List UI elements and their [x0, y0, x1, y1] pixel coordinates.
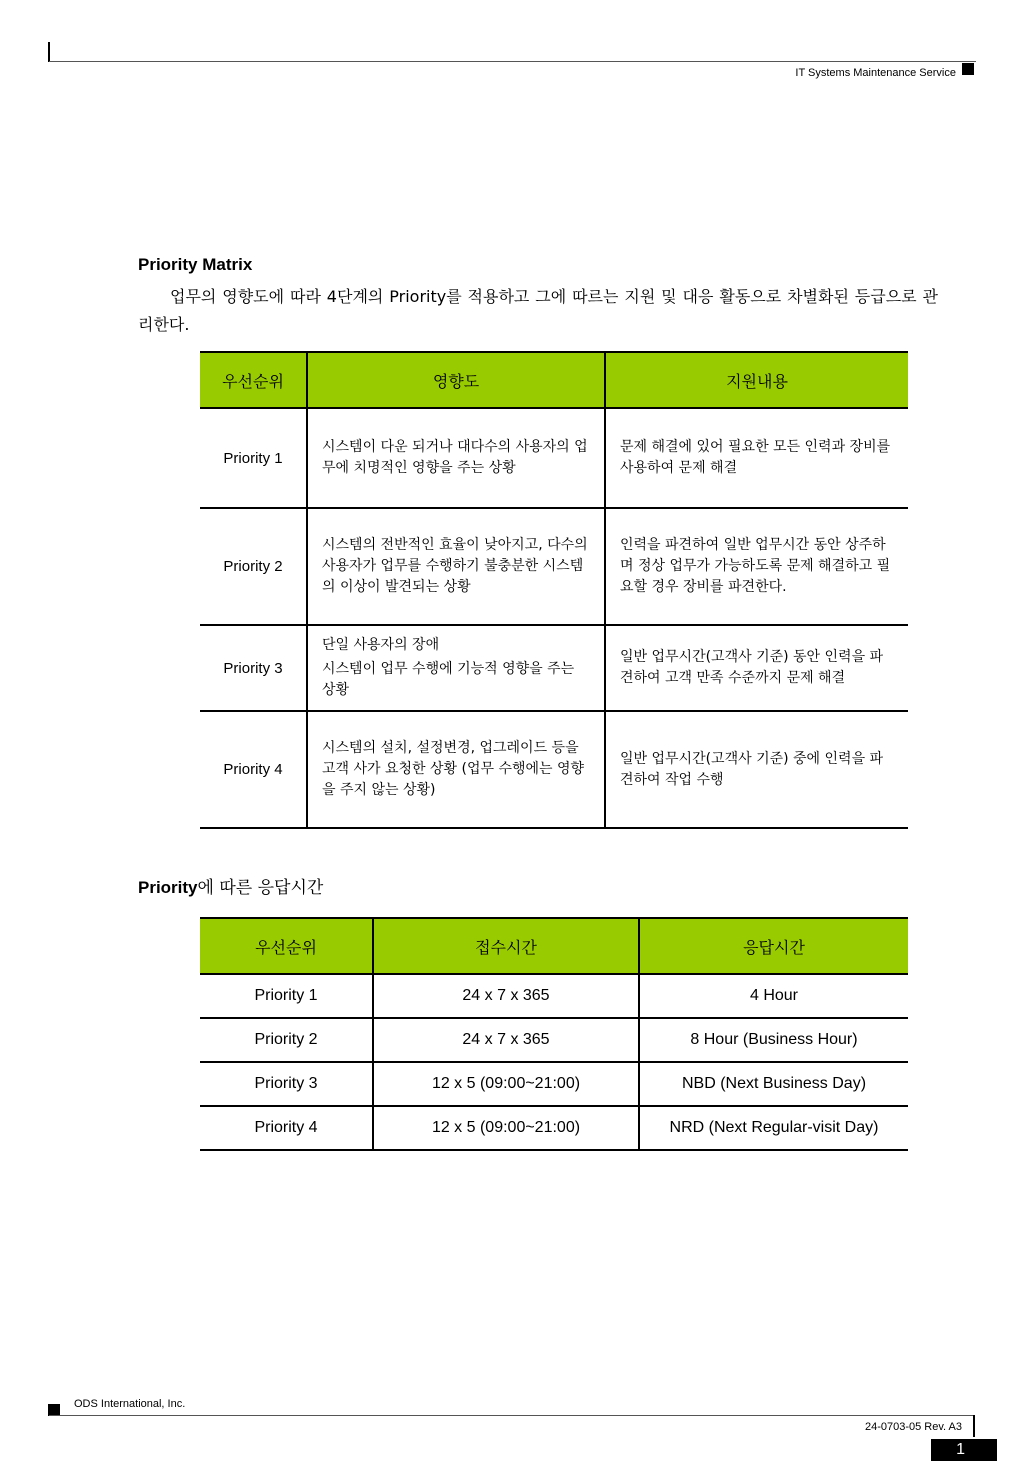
column-header-support: 지원내용: [605, 352, 908, 408]
priority-cell: Priority 3: [200, 625, 307, 711]
footer-company: ODS International, Inc.: [74, 1398, 186, 1410]
column-header-priority: 우선순위: [200, 918, 373, 974]
table-row: [200, 625, 908, 711]
table-header-row: [200, 918, 908, 974]
table-row: [200, 711, 908, 828]
support-cell: 인력을 파견하여 일반 업무시간 동안 상주하며 정상 업무가 가능하도록 문제 해결하고 필요할 경우 장비를 파견한다.: [605, 508, 908, 625]
section-title-rest: 에 따른 응답시간: [197, 878, 324, 898]
reception-cell: 12 x 5 (09:00~21:00): [373, 1062, 639, 1106]
support-cell: 일반 업무시간(고객사 기준) 동안 인력을 파견하여 고객 만족 수준까지 문제 해결: [605, 625, 908, 711]
header-rule: [49, 61, 976, 62]
priority-cell: Priority 4: [200, 1106, 373, 1150]
priority-cell: Priority 1: [200, 408, 307, 508]
table-row: [200, 408, 908, 508]
footer-revision: 24-0703-05 Rev. A3: [864, 1421, 962, 1433]
priority-matrix-table: [200, 351, 908, 829]
support-cell: 일반 업무시간(고객사 기준) 중에 인력을 파견하여 작업 수행: [605, 711, 908, 828]
response-cell: NBD (Next Business Day): [639, 1062, 908, 1106]
table-row: [200, 508, 908, 625]
response-cell: 8 Hour (Business Hour): [639, 1018, 908, 1062]
header-square-marker: [962, 63, 974, 75]
column-header-reception-time: 접수시간: [373, 918, 639, 974]
priority-cell: Priority 2: [200, 1018, 373, 1062]
impact-cell: [307, 625, 605, 711]
intro-paragraph: 업무의 영향도에 따라 4단계의 Priority를 적용하고 그에 따르는 지원 및 대응 활동으로 차별화된 등급으로 관리한다.: [138, 287, 938, 334]
header-title: IT Systems Maintenance Service: [795, 67, 956, 79]
impact-line: 단일 사용자의 장애: [322, 637, 440, 653]
priority-cell: Priority 4: [200, 711, 307, 828]
impact-cell: 시스템의 설치, 설정변경, 업그레이드 등을 고객 사가 요청한 상황 (업무 수행에는 영향을 주지 않는 상황): [307, 711, 605, 828]
reception-cell: 24 x 7 x 365: [373, 974, 639, 1018]
column-header-priority: 우선순위: [200, 352, 307, 408]
priority-cell: Priority 2: [200, 508, 307, 625]
impact-cell: 시스템의 전반적인 효율이 낮아지고, 다수의 사용자가 업무를 수행하기 불충분한 시스템의 이상이 발견되는 상황: [307, 508, 605, 625]
section-title-priority-matrix: Priority Matrix: [138, 255, 253, 274]
impact-cell: 시스템이 다운 되거나 대다수의 사용자의 업무에 치명적인 영향을 주는 상황: [307, 408, 605, 508]
table-row: [200, 1062, 908, 1106]
column-header-response-time: 응답시간: [639, 918, 908, 974]
page-number: 1: [931, 1439, 997, 1461]
footer-rule: [49, 1415, 974, 1416]
table-row: [200, 1106, 908, 1150]
header-vertical-rule: [48, 42, 50, 62]
section-title-response-time: [138, 873, 323, 898]
reception-cell: 24 x 7 x 365: [373, 1018, 639, 1062]
priority-cell: Priority 1: [200, 974, 373, 1018]
section-title-bold: Priority: [138, 878, 198, 897]
priority-cell: Priority 3: [200, 1062, 373, 1106]
table-row: [200, 1018, 908, 1062]
table-row: [200, 974, 908, 1018]
response-time-table: [200, 917, 908, 1151]
response-cell: 4 Hour: [639, 974, 908, 1018]
column-header-impact: 영향도: [307, 352, 605, 408]
impact-line: 시스템이 업무 수행에 기능적 영향을 주는 상황: [322, 661, 575, 698]
reception-cell: 12 x 5 (09:00~21:00): [373, 1106, 639, 1150]
response-cell: NRD (Next Regular-visit Day): [639, 1106, 908, 1150]
footer-vertical-rule: [973, 1415, 975, 1437]
table-header-row: [200, 352, 908, 408]
support-cell: 문제 해결에 있어 필요한 모든 인력과 장비를 사용하여 문제 해결: [605, 408, 908, 508]
